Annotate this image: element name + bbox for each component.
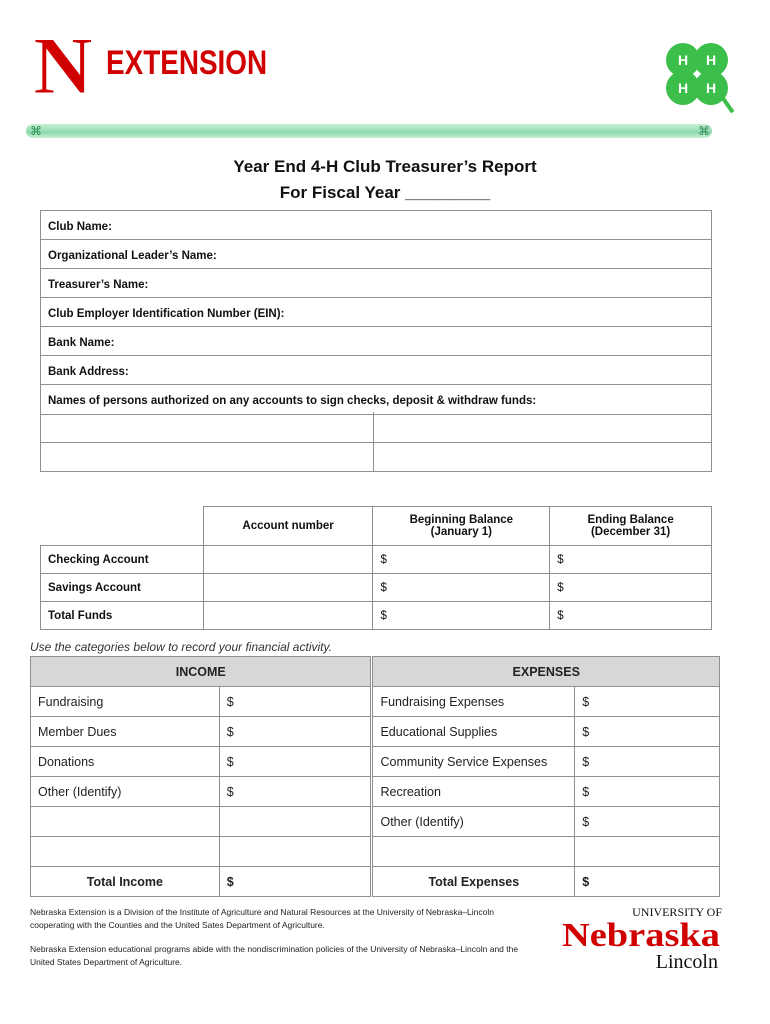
- bank-name-field[interactable]: Bank Name:: [41, 327, 711, 356]
- income-item: Member Dues: [31, 717, 220, 747]
- expense-item: Recreation: [373, 777, 575, 807]
- report-title: Year End 4-H Club Treasurer’s Report: [233, 157, 537, 176]
- logo-lincoln: Lincoln: [655, 951, 718, 972]
- table-row: [31, 717, 720, 747]
- university-of-nebraska-lincoln-logo: [562, 904, 726, 972]
- expense-amount[interactable]: $: [575, 807, 720, 837]
- income-amount[interactable]: $: [219, 687, 371, 717]
- nebraska-n-logo: [28, 29, 98, 99]
- club-info-table: [40, 210, 712, 415]
- ein-field[interactable]: Club Employer Identification Number (EIN):: [41, 298, 711, 327]
- income-header: INCOME: [31, 657, 371, 687]
- table-row: [41, 574, 712, 602]
- ending-balance-header: [550, 507, 712, 546]
- table-row: [31, 807, 720, 837]
- total-funds-end[interactable]: $: [550, 602, 712, 630]
- clover-letter: H: [677, 80, 689, 96]
- expense-amount[interactable]: $: [575, 687, 720, 717]
- income-amount[interactable]: $: [219, 777, 371, 807]
- clover-letter: H: [705, 80, 717, 96]
- table-row: [31, 687, 720, 717]
- expense-item: Educational Supplies: [373, 717, 575, 747]
- clover-mark-icon: ⌘: [30, 124, 42, 138]
- checking-end-balance[interactable]: $: [550, 546, 712, 574]
- savings-account-label: Savings Account: [41, 574, 204, 602]
- table-row: [31, 867, 720, 897]
- income-item: Donations: [31, 747, 220, 777]
- expense-amount[interactable]: $: [575, 747, 720, 777]
- ending-balance-label: Ending Balance: [587, 514, 674, 526]
- beginning-balance-header: [373, 507, 550, 546]
- beginning-balance-date: (January 1): [430, 526, 493, 538]
- income-amount[interactable]: $: [219, 747, 371, 777]
- bank-address-field[interactable]: Bank Address:: [41, 356, 711, 385]
- expense-amount[interactable]: $: [575, 777, 720, 807]
- total-funds-label: Total Funds: [41, 602, 204, 630]
- total-expenses-amount[interactable]: $: [575, 867, 720, 897]
- clover-letter: H: [705, 52, 717, 68]
- accounts-table: [40, 506, 712, 630]
- footer-text-nondiscrimination: [30, 943, 560, 969]
- logo-letter: N: [33, 29, 93, 99]
- logo-university-of: UNIVERSITY OF: [632, 905, 722, 919]
- expense-item: Fundraising Expenses: [373, 687, 575, 717]
- table-row: [41, 602, 712, 630]
- total-funds-account[interactable]: [203, 602, 373, 630]
- club-name-field[interactable]: Club Name:: [41, 211, 711, 240]
- income-item: Fundraising: [31, 687, 220, 717]
- clover-letter: H: [677, 52, 689, 68]
- income-blank-amount[interactable]: [219, 837, 371, 867]
- treasurer-name-field[interactable]: Treasurer’s Name:: [41, 269, 711, 298]
- expense-item: Community Service Expenses: [373, 747, 575, 777]
- footer-line: cooperating with the Counties and the United Sates Department of Agriculture.: [30, 920, 325, 930]
- total-income-amount[interactable]: $: [219, 867, 371, 897]
- table-row: [31, 747, 720, 777]
- extension-title: EXTENSION: [106, 44, 268, 82]
- savings-end-balance[interactable]: $: [550, 574, 712, 602]
- income-amount[interactable]: $: [219, 717, 371, 747]
- income-blank[interactable]: [31, 837, 220, 867]
- income-item: Other (Identify): [31, 777, 220, 807]
- table-row: [31, 837, 720, 867]
- income-blank-amount[interactable]: [219, 807, 371, 837]
- footer-line: Nebraska Extension educational programs abide with the nondiscrimination policies of the University of Nebraska–Lincoln and the: [30, 944, 519, 954]
- beginning-balance-label: Beginning Balance: [409, 514, 514, 526]
- total-funds-begin[interactable]: $: [373, 602, 550, 630]
- expense-item: Other (Identify): [373, 807, 575, 837]
- decorative-green-bar: [26, 124, 712, 138]
- expense-blank[interactable]: [373, 837, 575, 867]
- expenses-header: EXPENSES: [373, 657, 720, 687]
- clover-mark-icon: ⌘: [698, 124, 710, 138]
- expense-amount[interactable]: $: [575, 717, 720, 747]
- checking-account-number[interactable]: [203, 546, 373, 574]
- checking-account-label: Checking Account: [41, 546, 204, 574]
- footer-text-division: [30, 906, 560, 932]
- savings-account-number[interactable]: [203, 574, 373, 602]
- total-expenses-label: Total Expenses: [373, 867, 575, 897]
- ending-balance-date: (December 31): [590, 526, 671, 538]
- savings-begin-balance[interactable]: $: [373, 574, 550, 602]
- table-row: [41, 546, 712, 574]
- footer-line: Nebraska Extension is a Division of the Institute of Agriculture and Natural Resources at the University of Nebraska–Lincoln: [30, 907, 494, 917]
- total-income-label: Total Income: [31, 867, 220, 897]
- instruction-text: Use the categories below to record your financial activity.: [30, 640, 332, 654]
- expense-blank-amount[interactable]: [575, 837, 720, 867]
- checking-begin-balance[interactable]: $: [373, 546, 550, 574]
- table-row: [31, 777, 720, 807]
- footer-line: United States Department of Agriculture.: [30, 957, 183, 967]
- logo-nebraska: Nebraska: [562, 917, 720, 954]
- fiscal-year-line: For Fiscal Year _________: [279, 183, 491, 202]
- authorized-persons-grid[interactable]: [40, 412, 712, 472]
- leader-name-field[interactable]: Organizational Leader’s Name:: [41, 240, 711, 269]
- income-expenses-table: [30, 656, 720, 897]
- authorized-persons-label: Names of persons authorized on any accounts to sign checks, deposit & withdraw funds:: [48, 395, 537, 407]
- account-number-header: Account number: [203, 507, 373, 546]
- income-blank[interactable]: [31, 807, 220, 837]
- four-h-clover-icon: [655, 34, 739, 118]
